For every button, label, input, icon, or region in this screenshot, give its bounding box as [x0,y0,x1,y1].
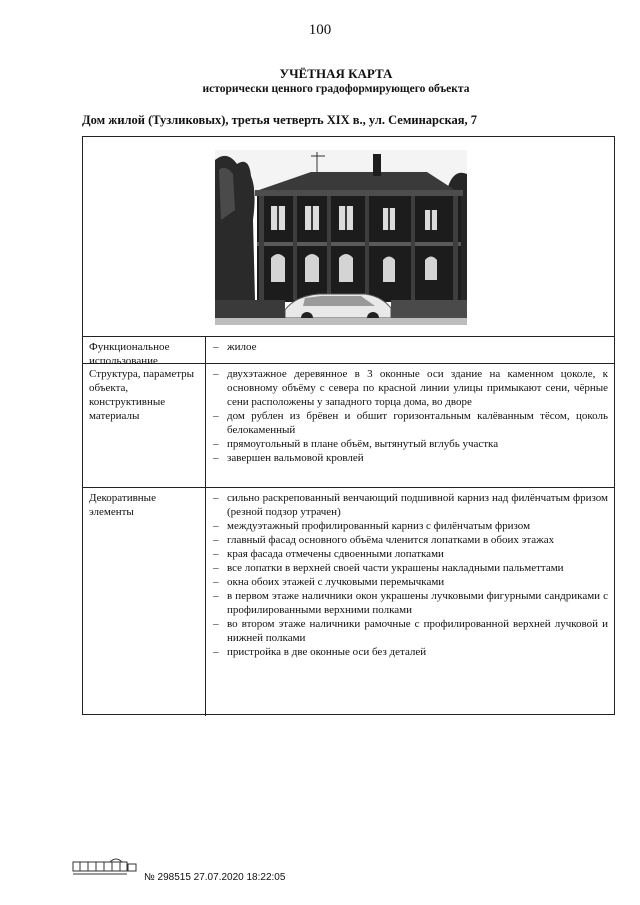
card-title: УЧЁТНАЯ КАРТА [279,66,393,81]
list-item: – пристройка в две оконные оси без деталей [212,645,608,659]
row-label: Функциональное использование [89,341,170,367]
registration-stamp-icon [72,856,138,875]
registration-number: № 298515 27.07.2020 18:22:05 [144,872,286,883]
building-photo [215,150,467,325]
row-decorative-elements [83,487,614,716]
row-content [205,487,614,716]
list-item: – жилое [212,340,608,354]
photo-cell [83,137,614,337]
item-list [206,363,614,465]
list-item: – дом рублен из брёвен и обшит горизонтальным калёванным тёсом, цоколь белокаменный [212,409,608,437]
list-item: – края фасада отмечены сдвоенными лопатками [212,547,608,561]
list-item: – все лопатки в верхней своей части украшены накладными пальметтами [212,561,608,575]
item-list [206,336,614,354]
list-item: – окна обоих этажей с лучковыми перемычками [212,575,608,589]
row-content [205,336,614,363]
row-content [205,363,614,487]
page-number: 100 [308,22,332,38]
list-item: – завершен вальмовой кровлей [212,451,608,465]
list-item: – двухэтажное деревянное в 3 оконные оси здание на каменном цоколе, к основному объёму с севера по красной линии улицы примыкают сени, чёрные сени расположены у западного торца дома, во дворе [212,367,608,409]
item-list [206,487,614,659]
record-card-table [82,136,615,715]
list-item: – во втором этаже наличники рамочные с профилированной верхней лучковой и нижней полками [212,617,608,645]
list-item: – прямоугольный в плане объём, вытянутый вглубь участка [212,437,608,451]
row-label: Структура, параметры объекта, конструктивные материалы [89,368,195,422]
list-item: – главный фасад основного объёма членится лопатками в обоих этажах [212,533,608,547]
list-item: – сильно раскрепованный венчающий подшивной карниз над филёнчатым фризом (резной подзор утрачен) [212,491,608,519]
list-item: – междуэтажный профилированный карниз с филёнчатым фризом [212,519,608,533]
row-structure [83,363,614,488]
row-label: Декоративные элементы [89,492,156,518]
row-functional-use [83,336,614,367]
list-item: – в первом этаже наличники окон украшены лучковыми фигурными сандриками с профилированными верхними полками [212,589,608,617]
object-heading: Дом жилой (Тузликовых), третья четверть XIX в., ул. Семинарская, 7 [82,113,478,127]
card-subtitle: исторически ценного градоформирующего объекта [202,83,470,95]
